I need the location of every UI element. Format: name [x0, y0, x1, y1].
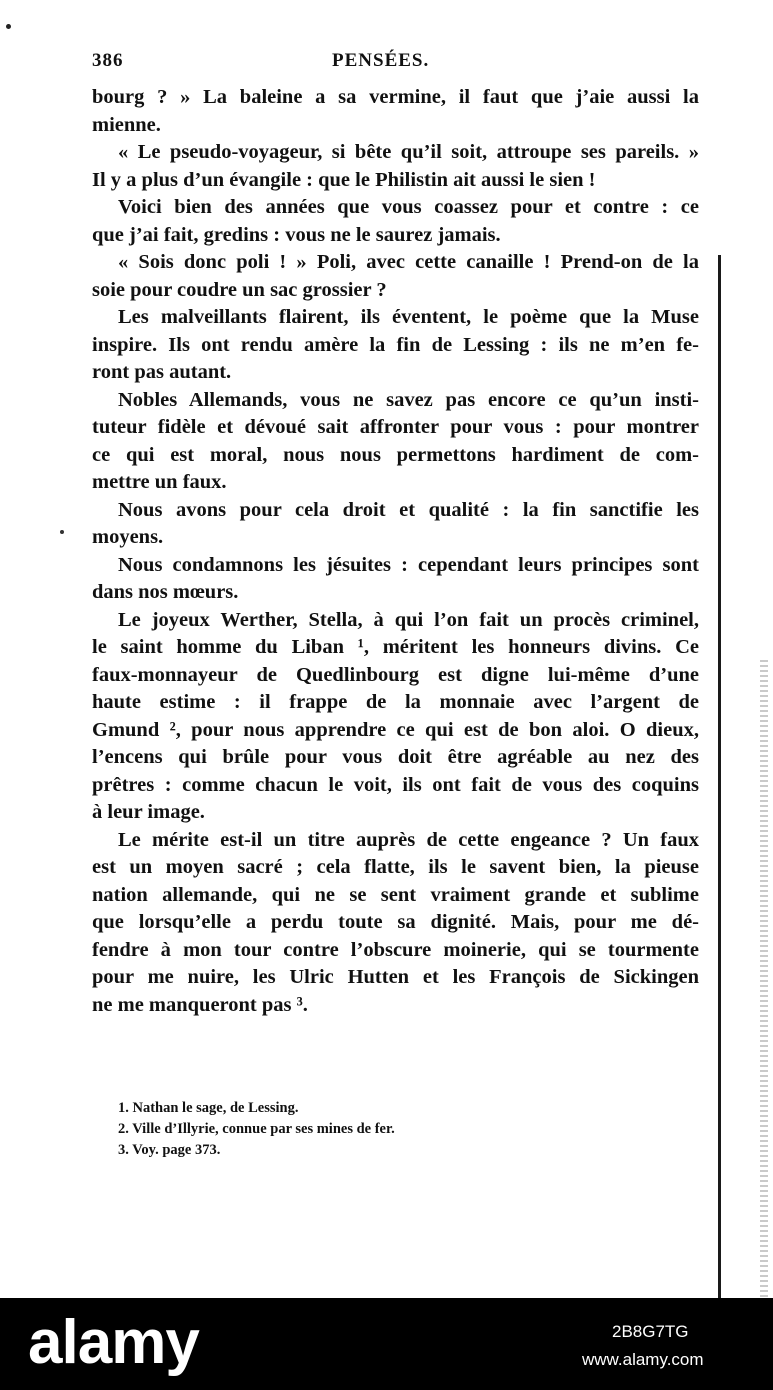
text-line: que j’ai fait, gredins : vous ne le saurez jamais.: [92, 223, 501, 246]
text-line: Les malveillants flairent, ils éventent, le poème que la Muse: [118, 306, 699, 328]
text-line: moyens.: [92, 526, 164, 548]
text-line: Il y a plus d’un évangile : que le Philistin ait aussi le sien !: [92, 168, 596, 191]
text-line: est un moyen sacré ; cela flatte, ils le savent bien, la pieuse: [92, 856, 699, 878]
ink-speck: [6, 24, 11, 29]
text-line: prêtres : comme chacun le voit, ils ont fait de vous des coquins: [92, 773, 699, 796]
text-line: ront pas autant.: [92, 361, 232, 383]
text-line: tuteur fidèle et dévoué sait affronter pour vous : pour montrer: [92, 416, 699, 438]
text-line: haute estime : il frappe de la monnaie avec l’argent de: [92, 691, 699, 713]
page-number: 386: [92, 50, 124, 71]
text-line: Nous condamnons les jésuites : cependant leurs principes sont: [118, 553, 699, 576]
text-line: « Le pseudo-voyageur, si bête qu’il soit, attroupe ses pareils. »: [118, 141, 699, 163]
text-line: pour me nuire, les Ulric Hutten et les François de Sickingen: [92, 966, 699, 988]
body-text: [92, 84, 699, 1019]
text-line: le saint homme du Liban ¹, méritent les honneurs divins. Ce: [92, 636, 699, 658]
text-line: « Sois donc poli ! » Poli, avec cette canaille ! Prend-on de la: [118, 251, 699, 273]
text-line: nation allemande, qui ne se sent vraiment grande et sublime: [92, 883, 699, 906]
footnotes: [118, 1098, 538, 1161]
text-line: Nobles Allemands, vous ne savez pas encore ce qu’un insti-: [118, 388, 699, 411]
page-binding-edge: [718, 255, 721, 1298]
text-line: Gmund ², pour nous apprendre ce qui est de bon aloi. O dieux,: [92, 718, 699, 741]
text-line: que lorsqu’elle a perdu toute sa dignité. Mais, pour me dé-: [92, 911, 699, 933]
text-line: l’encens qui brûle pour vous doit être agréable au nez des: [92, 746, 699, 768]
text-line: bourg ? » La baleine a sa vermine, il faut que j’aie aussi la: [92, 86, 699, 108]
page-edge-texture: [760, 660, 768, 1298]
page-header: [92, 50, 697, 80]
text-line: mienne.: [92, 113, 161, 136]
text-line: inspire. Ils ont rendu amère la fin de Lessing : ils ne m’en fe-: [92, 333, 699, 356]
text-line: fendre à mon tour contre l’obscure moinerie, qui se tourmente: [92, 938, 699, 961]
text-line: soie pour coudre un sac grossier ?: [92, 278, 387, 301]
ink-speck: [60, 530, 64, 534]
footnote: 2. Ville d’Illyrie, connue par ses mines de fer.: [118, 1121, 395, 1137]
brand-logo: alamy: [28, 1308, 199, 1377]
text-line: Le mérite est-il un titre auprès de cette engeance ? Un faux: [118, 828, 699, 851]
text-line: Le joyeux Werther, Stella, à qui l’on fait un procès criminel,: [118, 608, 699, 631]
site-url: www.alamy.com: [582, 1350, 704, 1369]
text-line: ce qui est moral, nous nous permettons hardiment de com-: [92, 443, 699, 466]
text-line: à leur image.: [92, 801, 205, 823]
text-line: ne me manqueront pas ³.: [92, 993, 308, 1016]
text-line: mettre un faux.: [92, 471, 227, 493]
text-line: Nous avons pour cela droit et qualité : la fin sanctifie les: [118, 498, 699, 521]
footnote: 3. Voy. page 373.: [118, 1142, 221, 1158]
text-line: faux-monnayeur de Quedlinbourg est digne lui-même d’une: [92, 663, 699, 686]
running-title: PENSÉES.: [332, 50, 430, 71]
image-id: 2B8G7TG: [612, 1322, 689, 1341]
text-line: dans nos mœurs.: [92, 581, 239, 603]
text-line: Voici bien des années que vous coassez pour et contre : ce: [118, 196, 699, 218]
footnote: 1. Nathan le sage, de Lessing.: [118, 1100, 299, 1116]
